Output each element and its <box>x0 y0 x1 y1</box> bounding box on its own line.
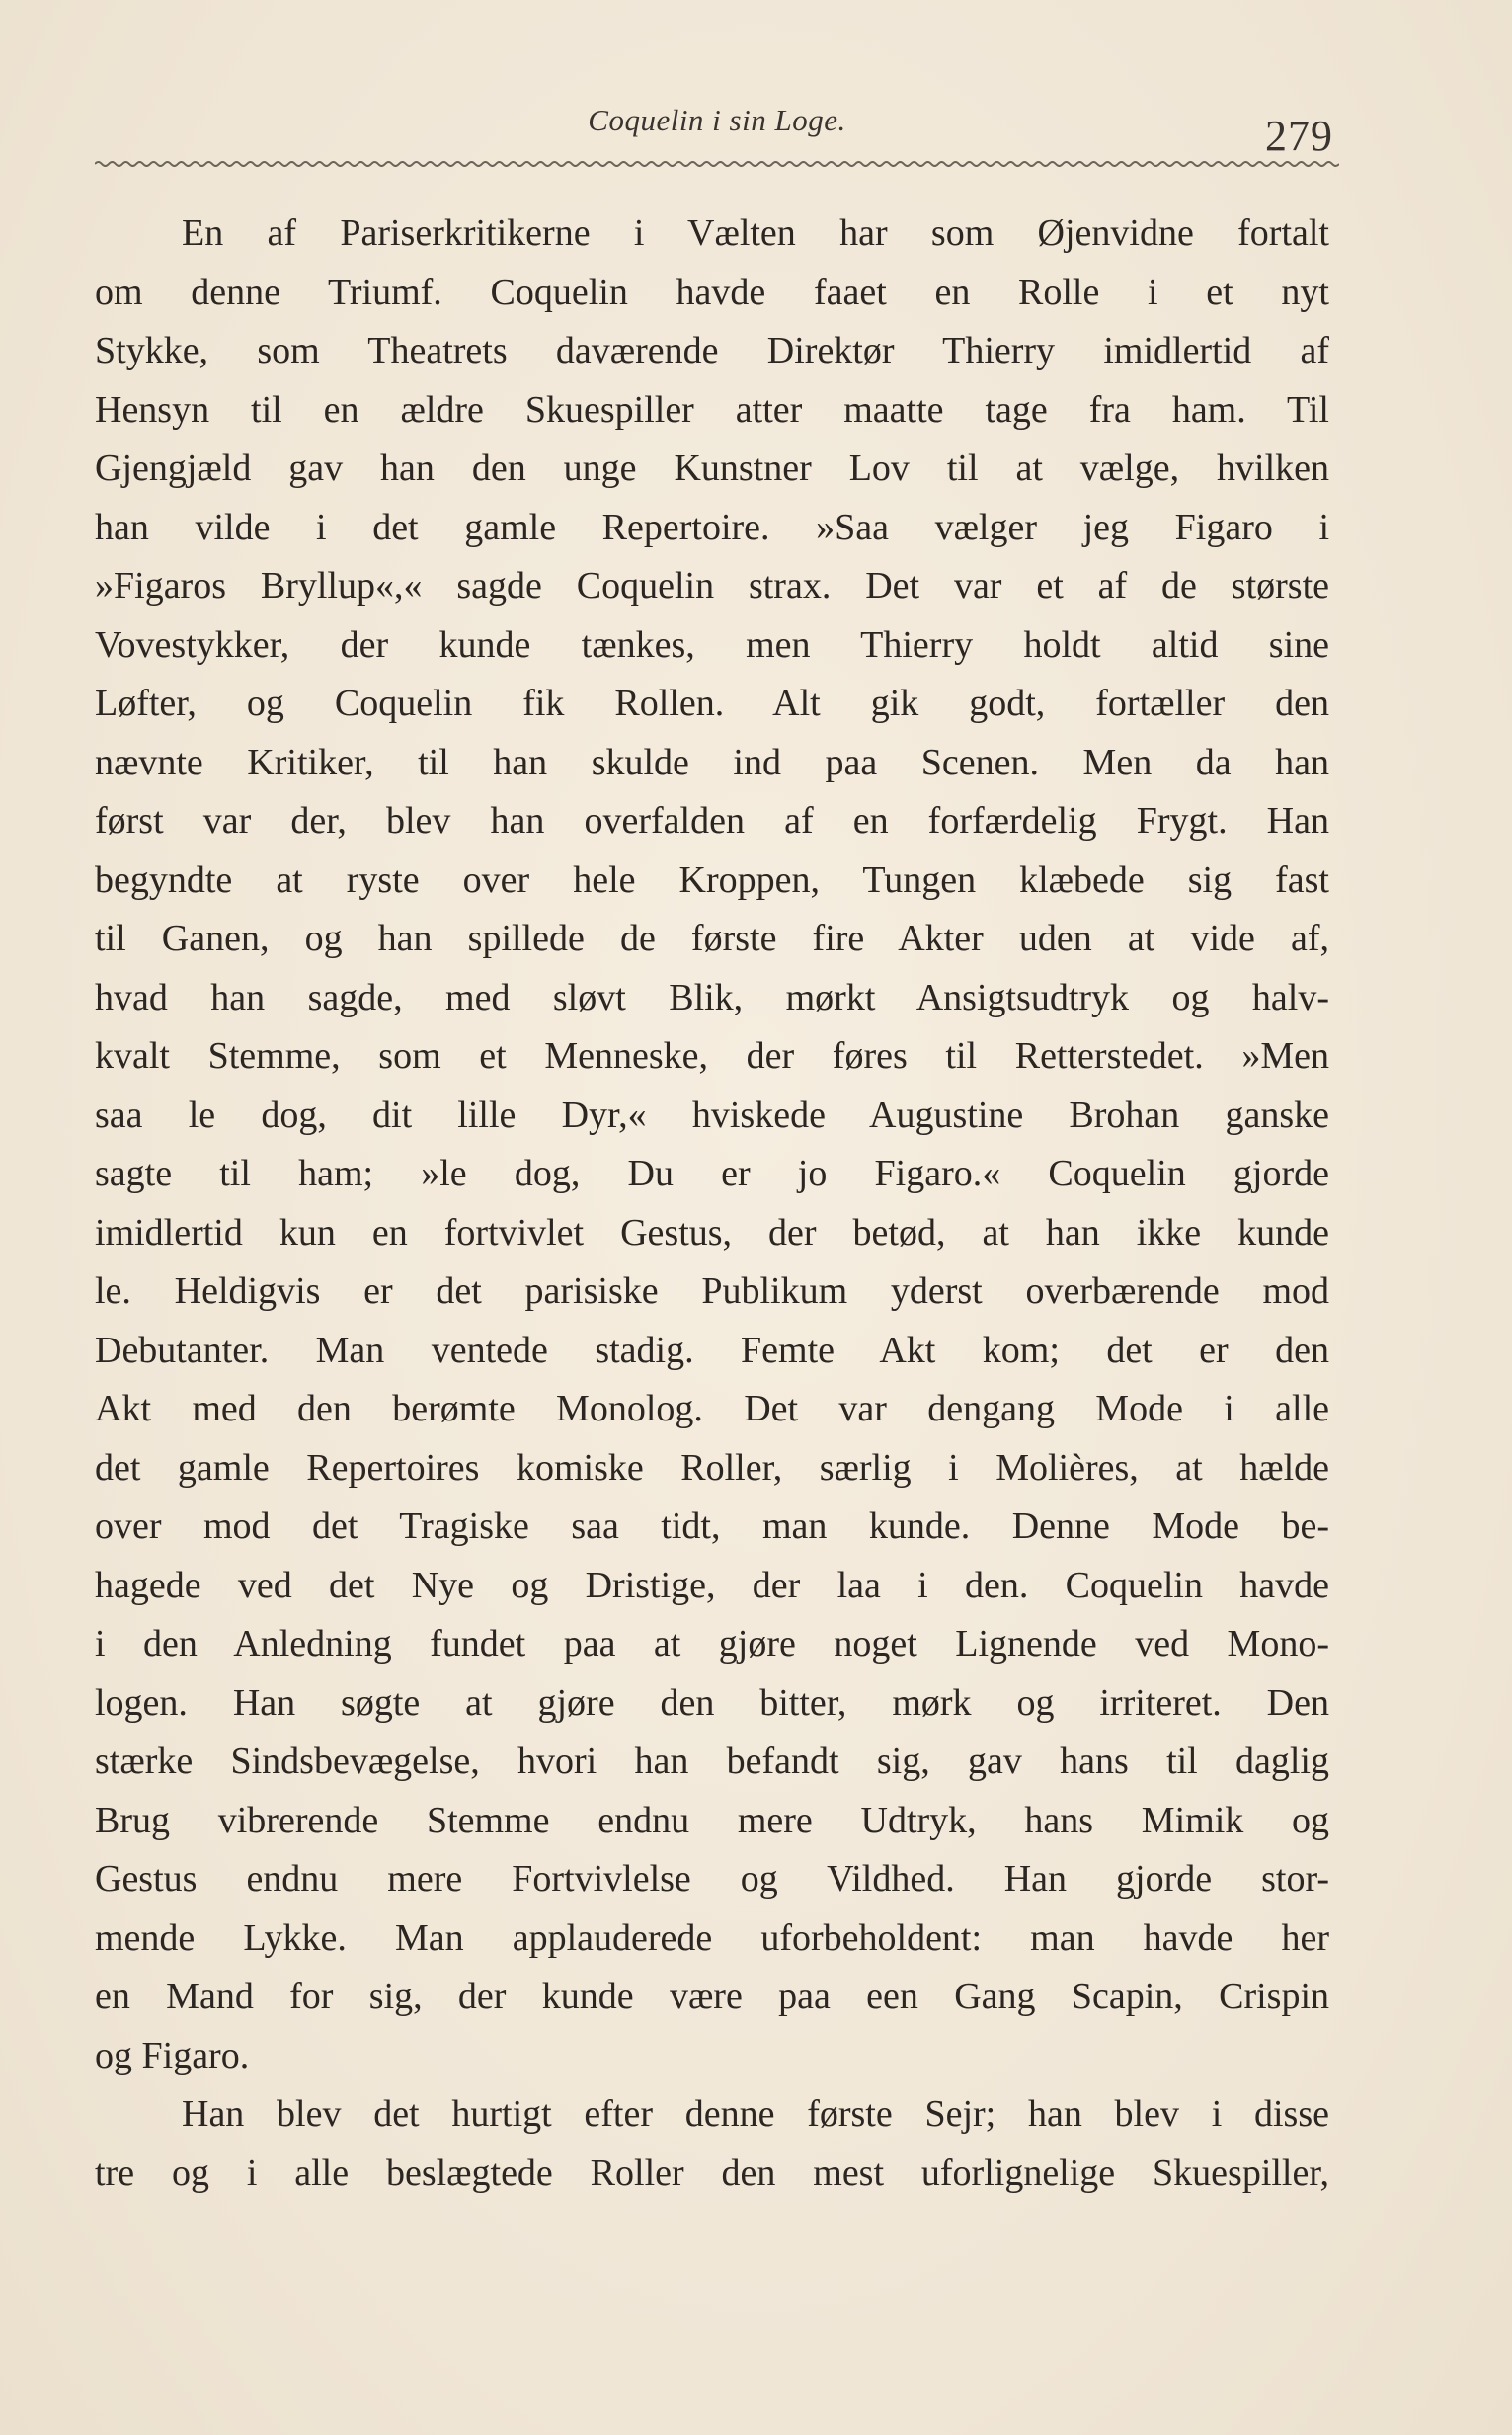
text-line: om denne Triumf. Coquelin havde faaet en Rolle i et nyt <box>95 271 1329 313</box>
text-line: le. Heldigvis er det parisiske Publikum yderst overbærende mod <box>95 1270 1329 1312</box>
text-line: mende Lykke. Man applauderede uforbeholdent: man havde her <box>95 1916 1329 1959</box>
text-line: »Figaros Bryllup«,« sagde Coquelin strax. Det var et af de største <box>95 565 1329 607</box>
text-line: Gjengjæld gav han den unge Kunstner Lov til at vælge, hvilken <box>95 447 1329 489</box>
wavy-rule-ornament <box>95 154 1339 174</box>
body-text <box>95 204 1329 2203</box>
text-line: Vovestykker, der kunde tænkes, men Thierry holdt altid sine <box>95 623 1329 666</box>
text-line: stærke Sindsbevægelse, hvori han befandt sig, gav hans til daglig <box>95 1741 1329 1782</box>
text-line: hvad han sagde, med sløvt Blik, mørkt Ansigtsudtryk og halv- <box>95 976 1329 1018</box>
text-line: saa le dog, dit lille Dyr,« hviskede Augustine Brohan ganske <box>95 1094 1329 1136</box>
text-line: i den Anledning fundet paa at gjøre noget Lignende ved Mono- <box>95 1623 1329 1664</box>
wavy-rule-icon <box>95 154 1339 174</box>
text-line: Debutanter. Man ventede stadig. Femte Akt kom; det er den <box>95 1329 1329 1371</box>
text-line: over mod det Tragiske saa tidt, man kunde. Denne Mode be- <box>95 1505 1329 1547</box>
text-line: logen. Han søgte at gjøre den bitter, mørk og irriteret. Den <box>95 1681 1329 1724</box>
text-line: og Figaro. <box>95 2034 250 2076</box>
text-line: sagte til ham; »le dog, Du er jo Figaro.« Coquelin gjorde <box>95 1153 1329 1194</box>
text-line: En af Pariserkritikerne i Vælten har som Øjenvidne fortalt <box>182 212 1329 254</box>
text-line: Akt med den berømte Monolog. Det var dengang Mode i alle <box>95 1388 1329 1429</box>
text-line: Stykke, som Theatrets daværende Direktør Thierry imidlertid af <box>95 330 1329 371</box>
text-line: Gestus endnu mere Fortvivlelse og Vildhed. Han gjorde stor- <box>95 1858 1329 1900</box>
text-line: Brug vibrerende Stemme endnu mere Udtryk, hans Mimik og <box>95 1799 1329 1841</box>
text-line: til Ganen, og han spillede de første fire Akter uden at vide af, <box>95 918 1329 959</box>
page-number: 279 <box>1265 112 1333 160</box>
paragraph-1 <box>95 204 1329 2085</box>
text-line: kvalt Stemme, som et Menneske, der føres til Retterstedet. »Men <box>95 1035 1329 1077</box>
text-line: han vilde i det gamle Repertoire. »Saa vælger jeg Figaro i <box>95 506 1329 548</box>
paragraph-2 <box>95 2085 1329 2203</box>
text-line: Han blev det hurtigt efter denne første Sejr; han blev i disse <box>182 2093 1329 2135</box>
text-line: imidlertid kun en fortvivlet Gestus, der betød, at han ikke kunde <box>95 1211 1329 1254</box>
text-line: tre og i alle beslægtede Roller den mest uforlignelige Skuespiller, <box>95 2151 1329 2194</box>
text-line: det gamle Repertoires komiske Roller, særlig i Molières, at hælde <box>95 1446 1329 1489</box>
running-head <box>95 99 1339 158</box>
text-line: Løfter, og Coquelin fik Rollen. Alt gik godt, fortæller den <box>95 683 1329 724</box>
running-head-title: Coquelin i sin Loge. <box>588 103 846 137</box>
text-line: først var der, blev han overfalden af en forfærdelig Frygt. Han <box>95 800 1329 842</box>
wavy-rule-path <box>95 162 1339 166</box>
text-line: nævnte Kritiker, til han skulde ind paa Scenen. Men da han <box>95 741 1329 783</box>
text-line: en Mand for sig, der kunde være paa een Gang Scapin, Crispin <box>95 1976 1329 2017</box>
text-line: begyndte at ryste over hele Kroppen, Tungen klæbede sig fast <box>95 858 1329 901</box>
text-line: Hensyn til en ældre Skuespiller atter maatte tage fra ham. Til <box>95 388 1329 431</box>
text-line: hagede ved det Nye og Dristige, der laa i den. Coquelin havde <box>95 1564 1329 1606</box>
